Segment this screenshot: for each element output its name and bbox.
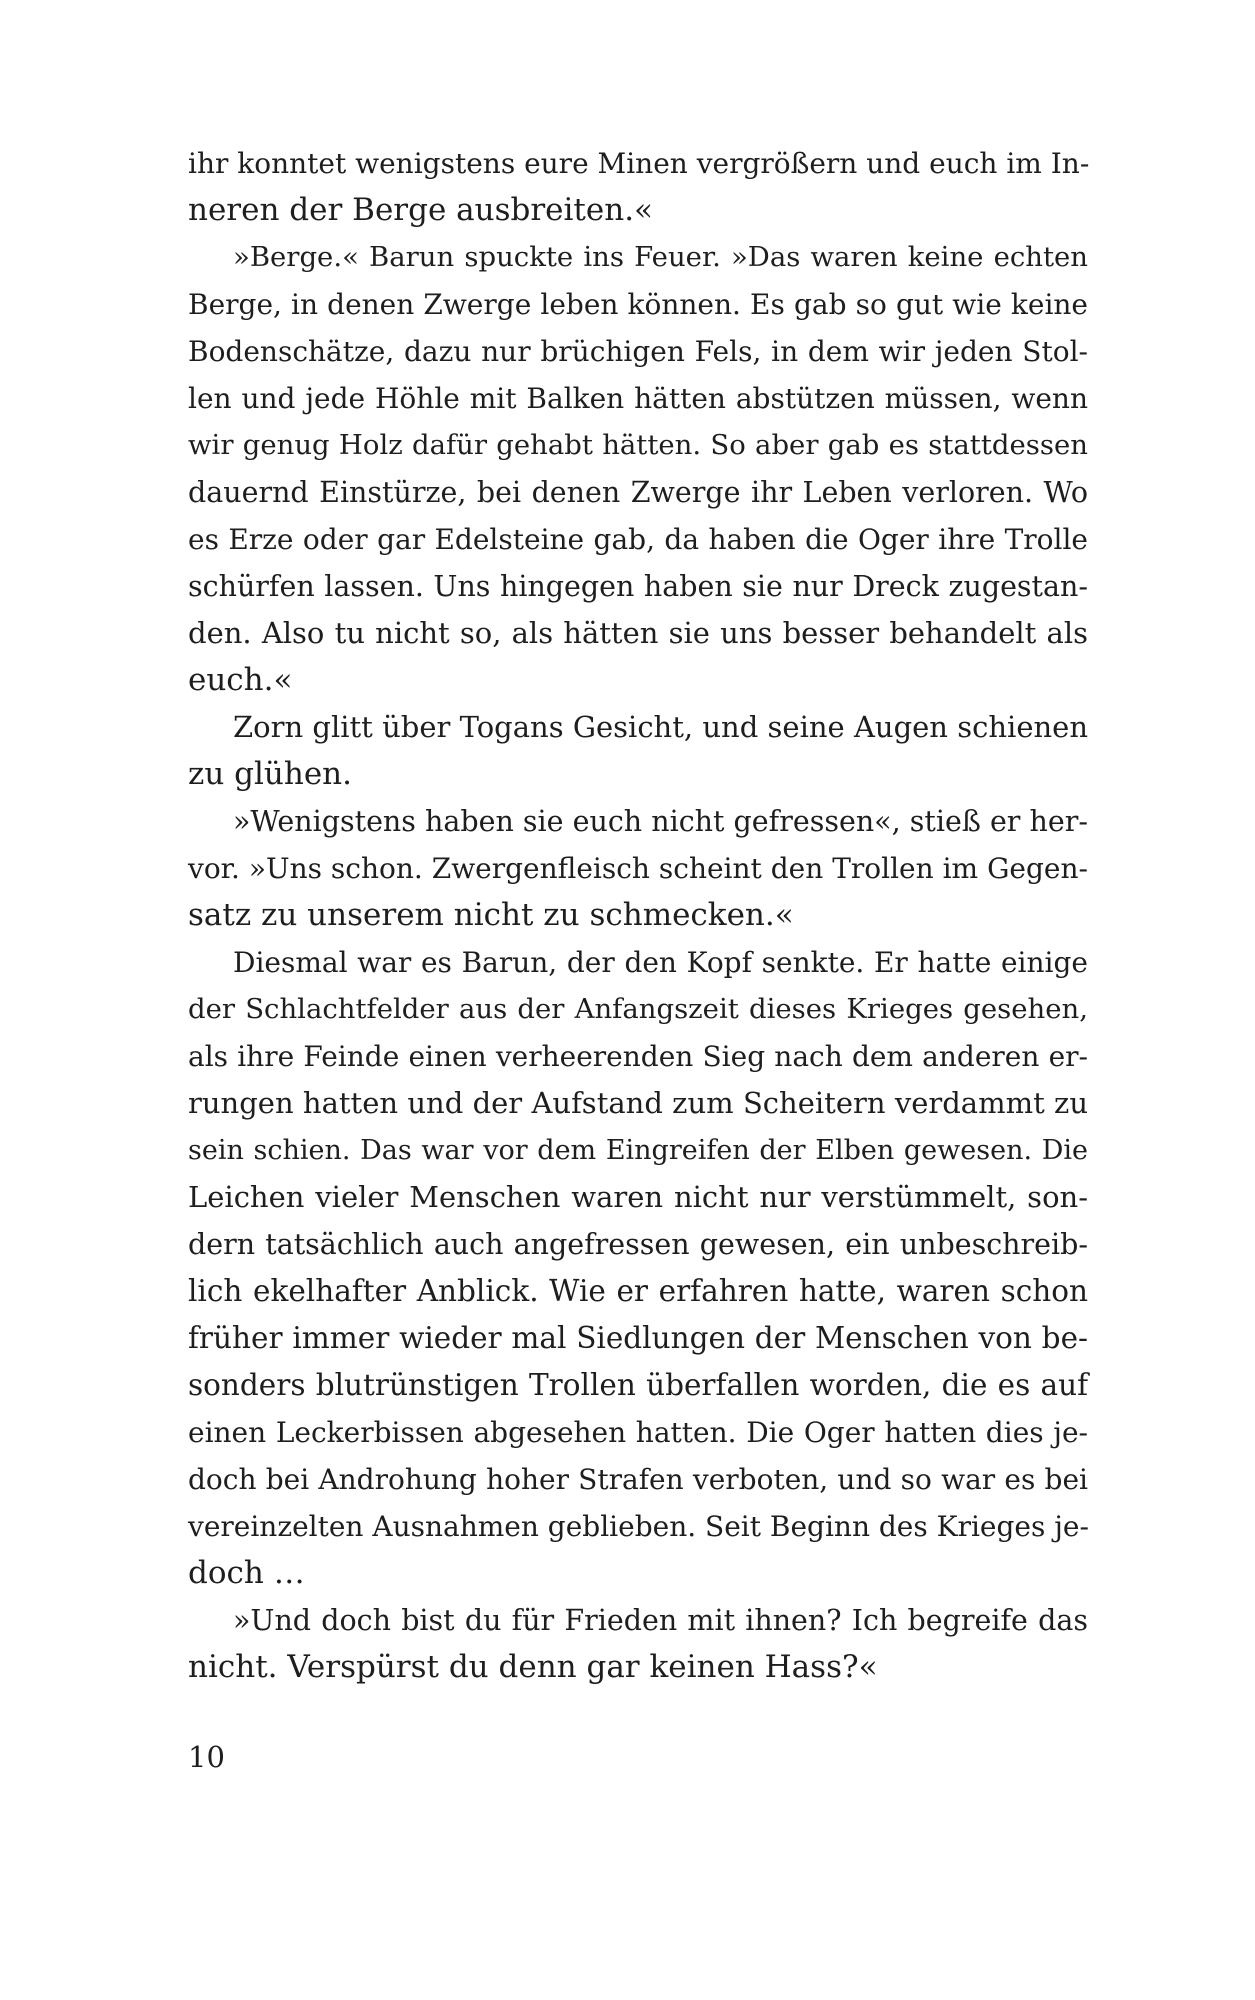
- text-line: sein schien. Das war vor dem Eingreifen der Elben gewesen. Die: [188, 1135, 1088, 1166]
- text-line: einen Leckerbissen abgesehen hatten. Die Oger hatten dies je-: [188, 1416, 1088, 1449]
- text-line: früher immer wieder mal Siedlungen der Menschen von be-: [188, 1321, 1088, 1355]
- text-line: euch.«: [188, 662, 293, 698]
- text-line: der Schlachtfelder aus der Anfangszeit dieses Krieges gesehen,: [188, 993, 1088, 1025]
- text-line: nicht. Verspürst du denn gar keinen Hass?«: [188, 1649, 878, 1685]
- text-line: ihr konntet wenigstens eure Minen vergrößern und euch im In-: [188, 147, 1090, 180]
- text-line: neren der Berge ausbreiten.«: [188, 192, 654, 228]
- text-line: zu glühen.: [188, 756, 353, 792]
- text-line: dern tatsächlich auch angefressen gewesen, ein unbeschreib-: [188, 1228, 1088, 1261]
- text-line: Berge, in denen Zwerge leben können. Es gab so gut wie keine: [188, 288, 1088, 321]
- text-line: Zorn glitt über Togans Gesicht, und seine Augen schienen: [233, 710, 1088, 744]
- text-line: vor. »Uns schon. Zwergenfleisch scheint den Trollen im Gegen-: [188, 852, 1088, 885]
- text-line: Bodenschätze, dazu nur brüchigen Fels, in dem wir jeden Stol-: [188, 335, 1088, 368]
- text-line: satz zu unserem nicht zu schmecken.«: [188, 897, 794, 933]
- text-line: den. Also tu nicht so, als hätten sie uns besser behandelt als: [188, 616, 1088, 650]
- page-number: 10: [188, 1740, 225, 1774]
- text-line: wir genug Holz dafür gehabt hätten. So aber gab es stattdessen: [188, 429, 1088, 461]
- text-line: »Wenigstens haben sie euch nicht gefressen«, stieß er her-: [233, 805, 1088, 838]
- body-text: [188, 140, 1088, 1691]
- text-line: als ihre Feinde einen verheerenden Sieg nach dem anderen er-: [188, 1040, 1088, 1073]
- text-line: sonders blutrünstigen Trollen überfallen worden, die es auf: [188, 1368, 1088, 1402]
- text-line: Diesmal war es Barun, der den Kopf senkte. Er hatte einige: [233, 946, 1088, 979]
- text-line: dauernd Einstürze, bei denen Zwerge ihr Leben verloren. Wo: [188, 476, 1088, 509]
- text-line: vereinzelten Ausnahmen geblieben. Seit Beginn des Krieges je-: [188, 1510, 1089, 1543]
- text-line: len und jede Höhle mit Balken hätten abstützen müssen, wenn: [188, 382, 1088, 415]
- text-line: doch bei Androhung hoher Strafen verboten, und so war es bei: [188, 1463, 1088, 1496]
- text-line: lich ekelhafter Anblick. Wie er erfahren hatte, waren schon: [188, 1274, 1088, 1308]
- text-line: schürfen lassen. Uns hingegen haben sie nur Dreck zugestan-: [188, 570, 1088, 603]
- text-line: rungen hatten und der Aufstand zum Scheitern verdammt zu: [188, 1086, 1088, 1120]
- text-line: »Berge.« Barun spuckte ins Feuer. »Das waren keine echten: [233, 241, 1088, 273]
- text-line: es Erze oder gar Edelsteine gab, da haben die Oger ihre Trolle: [188, 523, 1088, 556]
- text-line: doch …: [188, 1555, 305, 1591]
- text-line: Leichen vieler Menschen waren nicht nur verstümmelt, son-: [188, 1180, 1088, 1214]
- text-line: »Und doch bist du für Frieden mit ihnen? Ich begreife das: [233, 1604, 1088, 1637]
